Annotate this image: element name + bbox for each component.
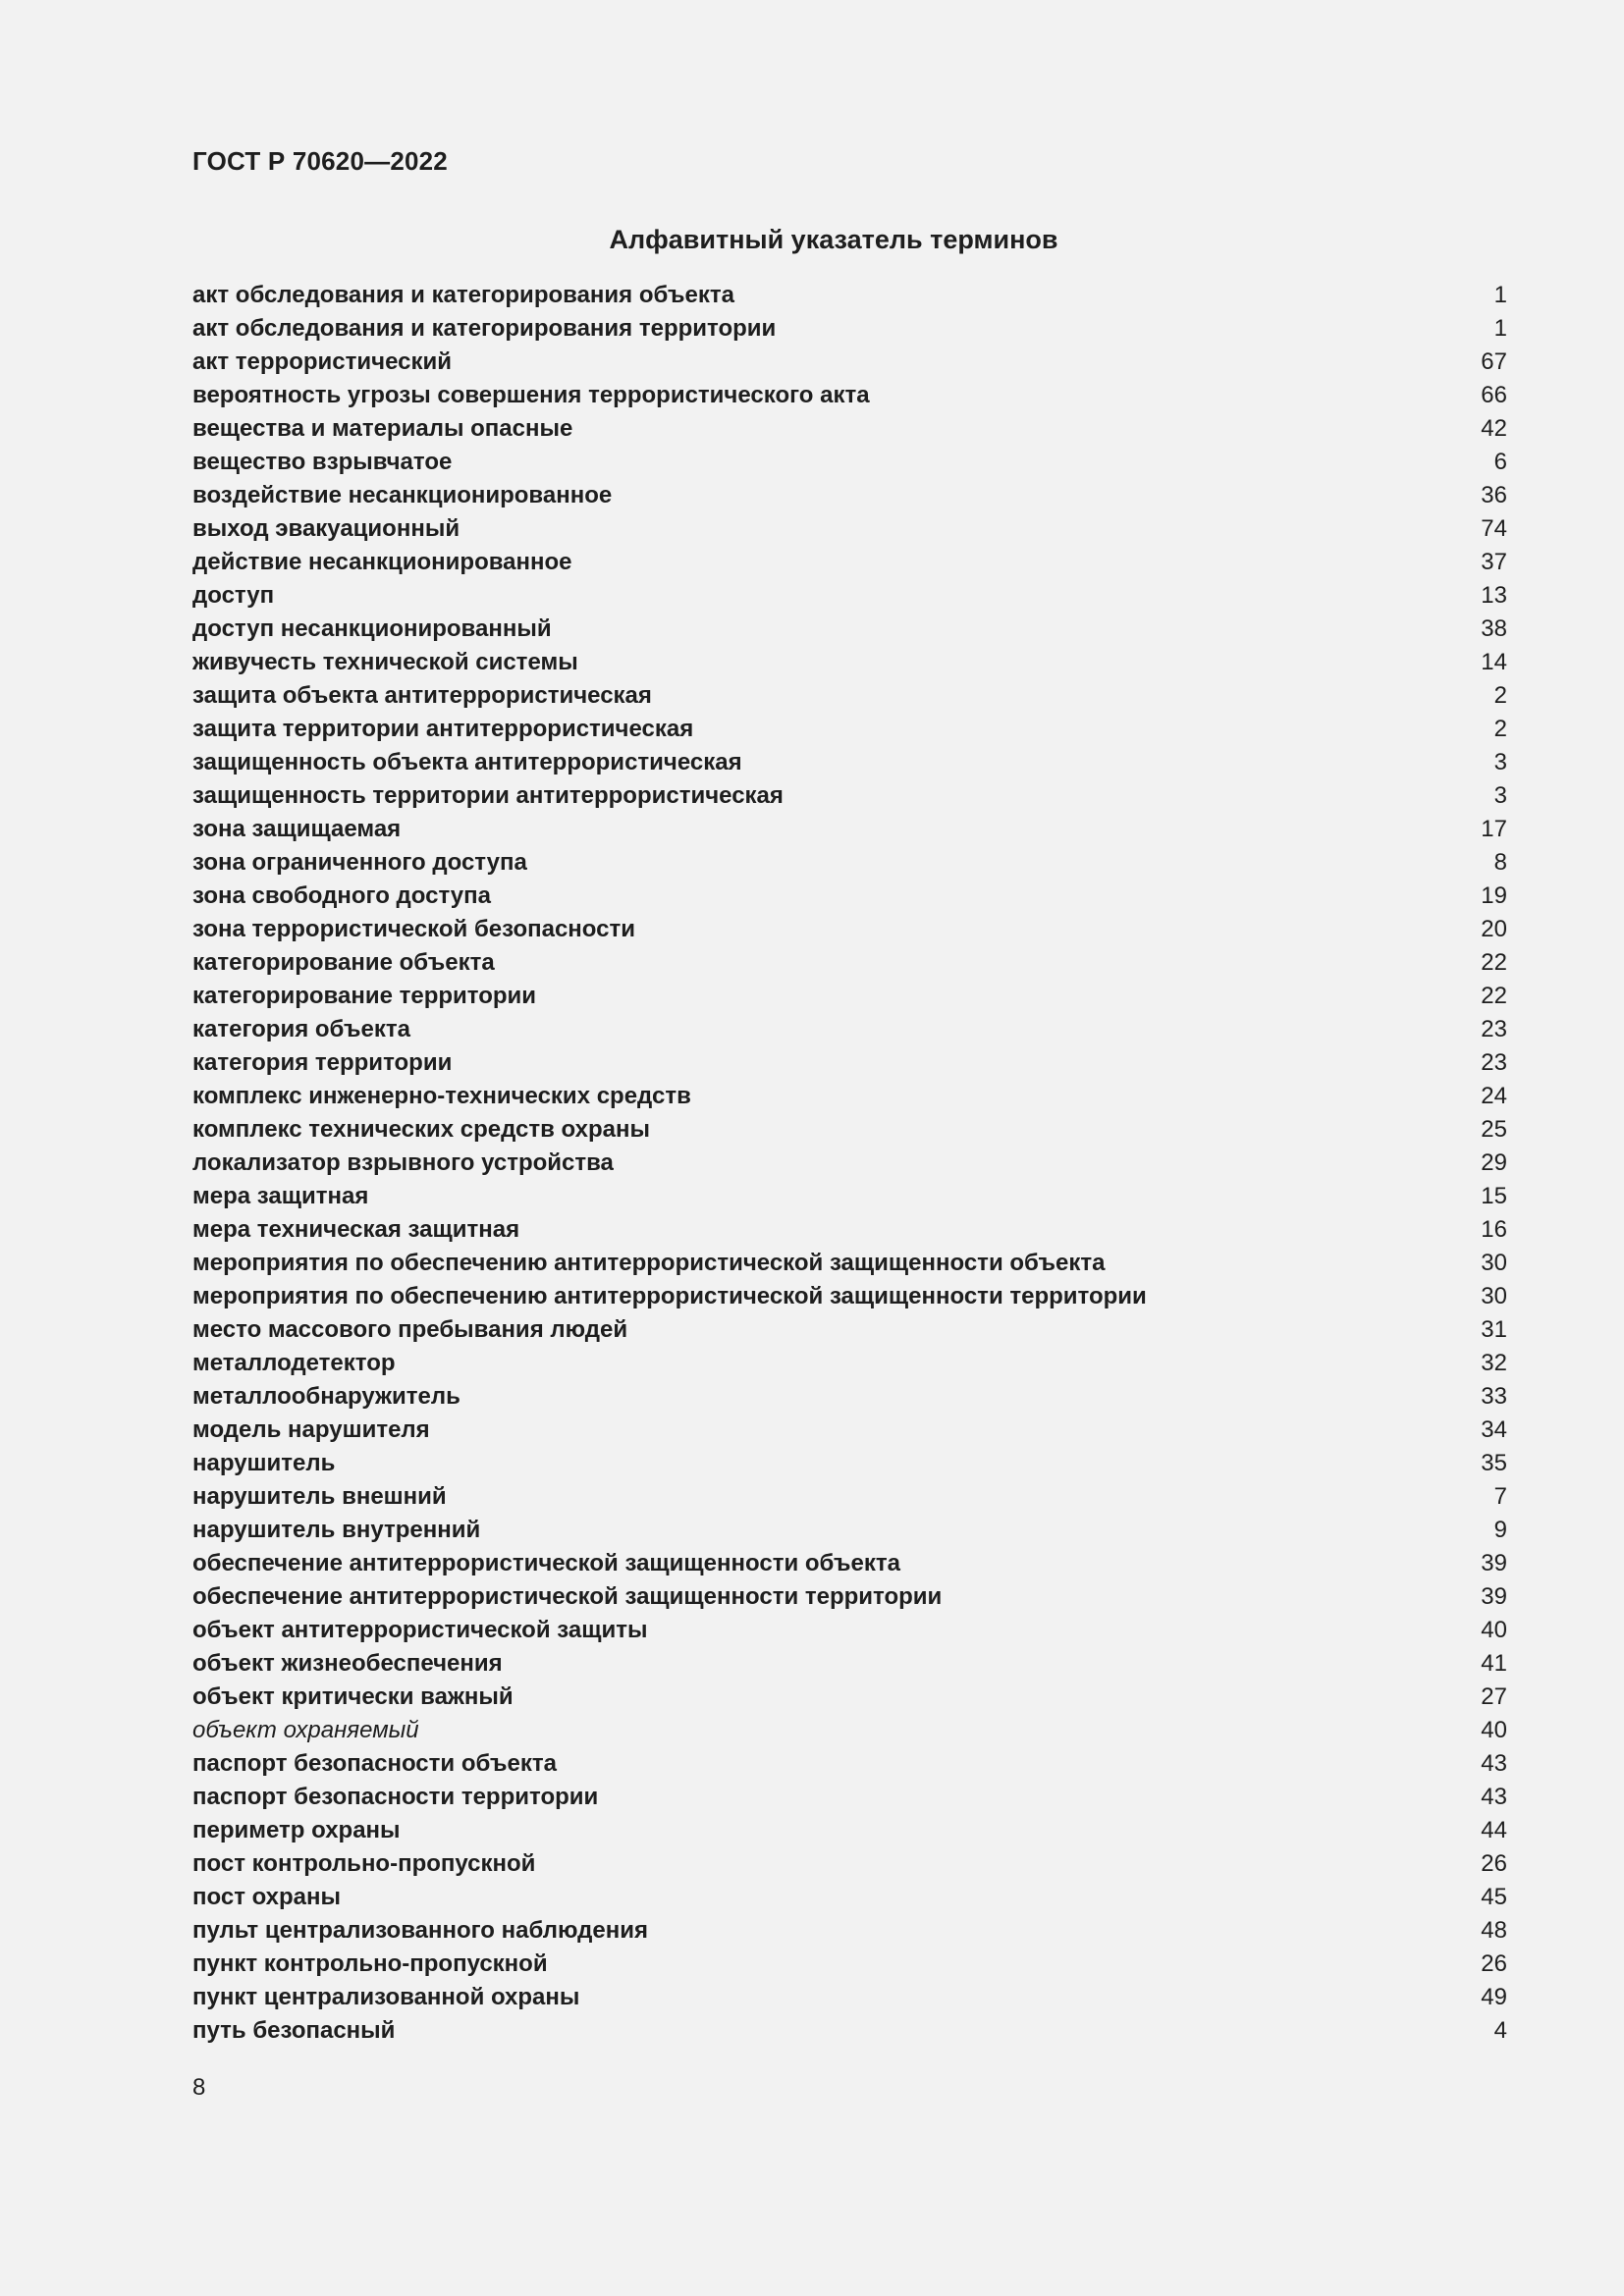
index-entry — [192, 1247, 1507, 1280]
index-term-number: 4 — [1493, 2017, 1507, 2044]
index-term: нарушитель — [192, 1450, 336, 1476]
index-term-number: 22 — [1481, 949, 1507, 976]
index-term: пункт централизованной охраны — [192, 1984, 580, 2010]
index-term-number: 32 — [1481, 1350, 1507, 1376]
index-term-number: 2 — [1493, 716, 1507, 742]
index-entry — [192, 1681, 1507, 1714]
index-term-number: 20 — [1481, 916, 1507, 942]
index-entry — [192, 1914, 1507, 1948]
index-term-number: 27 — [1481, 1683, 1507, 1710]
index-term: мероприятия по обеспечению антитеррористической защищенности территории — [192, 1283, 1147, 1309]
index-term: акт обследования и категорирования территории — [192, 315, 777, 342]
page-number: 8 — [192, 2074, 206, 2101]
index-entry — [192, 1480, 1507, 1514]
index-entry — [192, 1847, 1507, 1881]
index-term-number: 17 — [1481, 816, 1507, 842]
index-term-number: 13 — [1481, 582, 1507, 609]
index-term: паспорт безопасности объекта — [192, 1750, 557, 1777]
index-term: акт обследования и категорирования объекта — [192, 282, 734, 308]
index-term: вероятность угрозы совершения террористического акта — [192, 382, 870, 408]
index-term: комплекс инженерно-технических средств — [192, 1083, 691, 1109]
index-entry — [192, 646, 1507, 679]
index-entry — [192, 946, 1507, 980]
index-entry — [192, 446, 1507, 479]
index-term: пульт централизованного наблюдения — [192, 1917, 648, 1944]
index-term-number: 14 — [1481, 649, 1507, 675]
index-term: доступ — [192, 582, 275, 609]
index-entry — [192, 279, 1507, 312]
index-term: действие несанкционированное — [192, 549, 572, 575]
index-term: модель нарушителя — [192, 1416, 430, 1443]
index-term-number: 26 — [1481, 1850, 1507, 1877]
index-term: обеспечение антитеррористической защищенности территории — [192, 1583, 943, 1610]
index-term-number: 44 — [1481, 1817, 1507, 1843]
index-entry — [192, 1814, 1507, 1847]
index-term-number: 1 — [1493, 282, 1507, 308]
index-term: мера техническая защитная — [192, 1216, 520, 1243]
index-term: категорирование территории — [192, 983, 537, 1009]
index-term: защита территории антитеррористическая — [192, 716, 694, 742]
index-entry — [192, 479, 1507, 512]
index-term: мера защитная — [192, 1183, 369, 1209]
index-term-number: 67 — [1481, 348, 1507, 375]
index-term-number: 41 — [1481, 1650, 1507, 1677]
index-term: акт террористический — [192, 348, 452, 375]
index-term-number: 43 — [1481, 1750, 1507, 1777]
index-term: локализатор взрывного устройства — [192, 1149, 614, 1176]
index-entry — [192, 779, 1507, 813]
index-term-number: 38 — [1481, 615, 1507, 642]
index-term-number: 39 — [1481, 1583, 1507, 1610]
index-entry — [192, 1547, 1507, 1580]
index-term: паспорт безопасности территории — [192, 1784, 599, 1810]
index-term: объект антитеррористической защиты — [192, 1617, 648, 1643]
index-term-number: 43 — [1481, 1784, 1507, 1810]
index-term-number: 34 — [1481, 1416, 1507, 1443]
index-term-number: 23 — [1481, 1016, 1507, 1042]
index-term-number: 3 — [1493, 782, 1507, 809]
index-entry — [192, 1213, 1507, 1247]
index-entry — [192, 2014, 1507, 2048]
index-entry — [192, 1147, 1507, 1180]
index-entry — [192, 1747, 1507, 1781]
index-term: пост контрольно-пропускной — [192, 1850, 536, 1877]
index-entry — [192, 546, 1507, 579]
index-term: объект критически важный — [192, 1683, 514, 1710]
index-entry — [192, 1948, 1507, 1981]
index-term: зона защищаемая — [192, 816, 402, 842]
index-term-number: 31 — [1481, 1316, 1507, 1343]
index-term-number: 23 — [1481, 1049, 1507, 1076]
index-term-number: 30 — [1481, 1250, 1507, 1276]
index-term-number: 19 — [1481, 882, 1507, 909]
index-entry — [192, 1981, 1507, 2014]
index-term: металлообнаружитель — [192, 1383, 460, 1410]
index-term: объект охраняемый — [192, 1717, 419, 1743]
index-term-number: 7 — [1493, 1483, 1507, 1510]
index-entry — [192, 846, 1507, 880]
index-term: выход эвакуационный — [192, 515, 460, 542]
index-entry — [192, 1280, 1507, 1313]
index-entry — [192, 379, 1507, 412]
index-term: зона ограниченного доступа — [192, 849, 527, 876]
index-term: вещества и материалы опасные — [192, 415, 573, 442]
index-entry — [192, 1113, 1507, 1147]
index-term-number: 39 — [1481, 1550, 1507, 1576]
index-term-number: 36 — [1481, 482, 1507, 508]
index-entry — [192, 312, 1507, 346]
index-term-number: 29 — [1481, 1149, 1507, 1176]
index-entry — [192, 913, 1507, 946]
index-term-number: 74 — [1481, 515, 1507, 542]
index-entry — [192, 1514, 1507, 1547]
index-term: нарушитель внешний — [192, 1483, 447, 1510]
index-term-number: 33 — [1481, 1383, 1507, 1410]
index-entry — [192, 679, 1507, 713]
index-term: защищенность объекта антитеррористическая — [192, 749, 742, 775]
index-entry — [192, 1046, 1507, 1080]
index-term: категория территории — [192, 1049, 453, 1076]
index-title-wrapper — [0, 225, 1624, 255]
index-term: пункт контрольно-пропускной — [192, 1950, 548, 1977]
index-entry — [192, 1380, 1507, 1414]
index-entry — [192, 1180, 1507, 1213]
index-term: мероприятия по обеспечению антитеррористической защищенности объекта — [192, 1250, 1106, 1276]
index-term: доступ несанкционированный — [192, 615, 552, 642]
index-term: объект жизнеобеспечения — [192, 1650, 503, 1677]
index-term-number: 1 — [1493, 315, 1507, 342]
index-term: нарушитель внутренний — [192, 1517, 481, 1543]
index-entry — [192, 813, 1507, 846]
index-term-number: 16 — [1481, 1216, 1507, 1243]
index-entry — [192, 512, 1507, 546]
index-term: защита объекта антитеррористическая — [192, 682, 652, 709]
index-entry — [192, 1881, 1507, 1914]
index-term-number: 8 — [1493, 849, 1507, 876]
index-entry — [192, 746, 1507, 779]
term-index-list — [192, 279, 1507, 2048]
index-term: зона свободного доступа — [192, 882, 491, 909]
index-term-number: 35 — [1481, 1450, 1507, 1476]
standard-designation: ГОСТ Р 70620—2022 — [192, 146, 448, 176]
index-term: зона террористической безопасности — [192, 916, 635, 942]
index-term: живучесть технической системы — [192, 649, 578, 675]
index-term: периметр охраны — [192, 1817, 401, 1843]
index-term-number: 40 — [1481, 1617, 1507, 1643]
index-term-number: 42 — [1481, 415, 1507, 442]
index-entry — [192, 1781, 1507, 1814]
index-entry — [192, 1447, 1507, 1480]
index-term-number: 6 — [1493, 449, 1507, 475]
index-entry — [192, 880, 1507, 913]
index-entry — [192, 346, 1507, 379]
index-entry — [192, 980, 1507, 1013]
index-term: вещество взрывчатое — [192, 449, 453, 475]
index-entry — [192, 579, 1507, 613]
index-term: комплекс технических средств охраны — [192, 1116, 650, 1143]
index-term-number: 49 — [1481, 1984, 1507, 2010]
index-entry — [192, 1013, 1507, 1046]
index-term: защищенность территории антитеррористическая — [192, 782, 784, 809]
index-entry — [192, 1647, 1507, 1681]
index-entry — [192, 713, 1507, 746]
index-term-number: 26 — [1481, 1950, 1507, 1977]
index-term-number: 48 — [1481, 1917, 1507, 1944]
index-term: обеспечение антитеррористической защищенности объекта — [192, 1550, 900, 1576]
index-term-number: 15 — [1481, 1183, 1507, 1209]
index-title: Алфавитный указатель терминов — [609, 225, 1058, 254]
index-term-number: 25 — [1481, 1116, 1507, 1143]
index-term-number: 37 — [1481, 549, 1507, 575]
index-entry — [192, 1580, 1507, 1614]
index-entry — [192, 1714, 1507, 1747]
index-term: место массового пребывания людей — [192, 1316, 628, 1343]
index-term-number: 24 — [1481, 1083, 1507, 1109]
index-term-number: 22 — [1481, 983, 1507, 1009]
index-entry — [192, 412, 1507, 446]
index-term: категория объекта — [192, 1016, 411, 1042]
index-term: металлодетектор — [192, 1350, 396, 1376]
index-term-number: 40 — [1481, 1717, 1507, 1743]
index-term-number: 3 — [1493, 749, 1507, 775]
index-entry — [192, 1080, 1507, 1113]
index-term: категорирование объекта — [192, 949, 495, 976]
index-term-number: 45 — [1481, 1884, 1507, 1910]
index-term-number: 30 — [1481, 1283, 1507, 1309]
index-entry — [192, 1414, 1507, 1447]
index-term: воздействие несанкционированное — [192, 482, 613, 508]
index-entry — [192, 1614, 1507, 1647]
index-term: путь безопасный — [192, 2017, 396, 2044]
index-entry — [192, 1313, 1507, 1347]
index-entry — [192, 1347, 1507, 1380]
index-term-number: 2 — [1493, 682, 1507, 709]
index-entry — [192, 613, 1507, 646]
index-term-number: 66 — [1481, 382, 1507, 408]
index-term: пост охраны — [192, 1884, 342, 1910]
index-term-number: 9 — [1493, 1517, 1507, 1543]
